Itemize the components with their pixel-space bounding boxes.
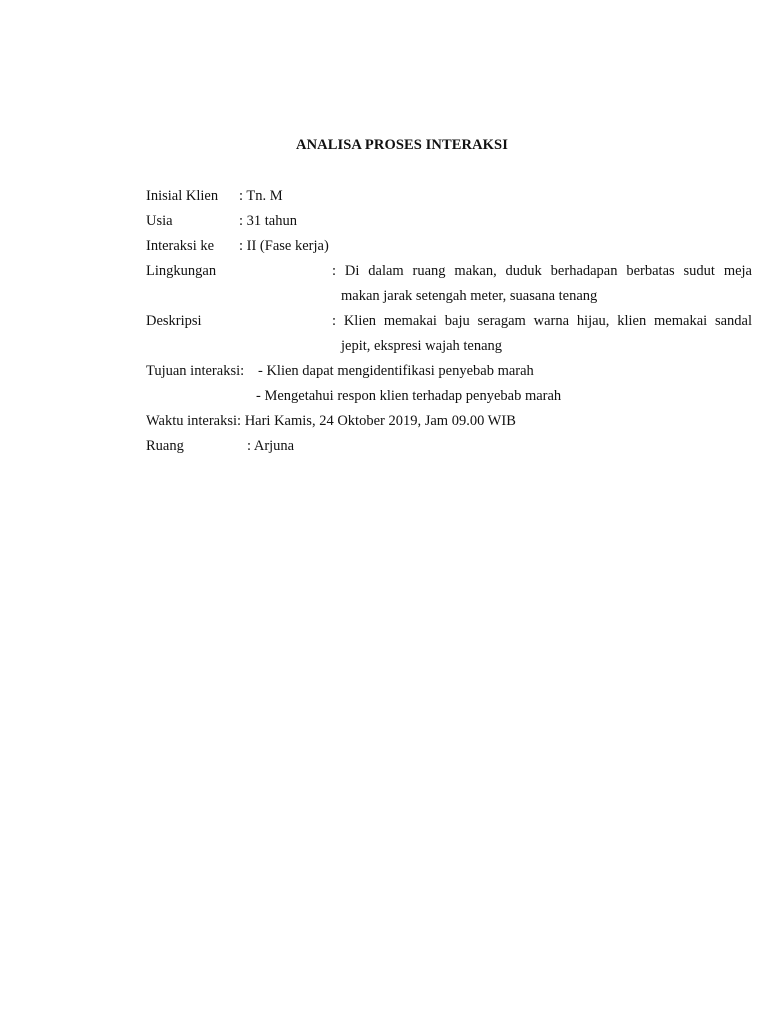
field-inisial-klien xyxy=(146,186,659,211)
field-value: : II (Fase kerja) xyxy=(239,238,329,254)
field-interaksi-ke xyxy=(146,236,659,261)
field-value: : 31 tahun xyxy=(239,213,297,229)
field-value xyxy=(332,311,752,361)
field-label: Interaksi ke xyxy=(146,238,215,254)
field-usia xyxy=(146,211,659,236)
field-label: Deskripsi xyxy=(146,313,202,329)
field-value: : Tn. M xyxy=(239,188,283,204)
field-waktu-interaksi xyxy=(146,411,659,436)
field-value-line: : Klien memakai baju seragam warna hijau, klien memakai sandal xyxy=(332,313,752,329)
field-value-line: : Di dalam ruang makan, duduk berhadapan berbatas sudut meja xyxy=(332,263,752,279)
field-label: Inisial Klien xyxy=(146,188,219,204)
field-tujuan-interaksi xyxy=(146,361,659,386)
field-label: Lingkungan xyxy=(146,263,217,279)
field-value-line: jepit, ekspresi wajah tenang xyxy=(341,338,503,354)
field-tujuan-interaksi-cont xyxy=(146,386,659,411)
field-value: : Arjuna xyxy=(247,438,295,454)
field-deskripsi xyxy=(146,311,752,361)
field-text: Waktu interaksi: Hari Kamis, 24 Oktober 2019, Jam 09.00 WIB xyxy=(146,413,516,429)
field-value xyxy=(332,261,752,311)
field-label: Usia xyxy=(146,213,173,229)
tujuan-item: - Klien dapat mengidentifikasi penyebab marah xyxy=(258,363,534,379)
field-label: Ruang xyxy=(146,438,184,454)
interaction-details xyxy=(146,186,752,461)
field-ruang xyxy=(146,436,659,461)
document-title: ANALISA PROSES INTERAKSI xyxy=(296,137,508,153)
field-label: Tujuan interaksi: xyxy=(146,363,245,379)
tujuan-item: - Mengetahui respon klien terhadap penyebab marah xyxy=(256,388,562,404)
field-lingkungan xyxy=(146,261,752,311)
field-value-line: makan jarak setengah meter, suasana tenang xyxy=(341,288,598,304)
